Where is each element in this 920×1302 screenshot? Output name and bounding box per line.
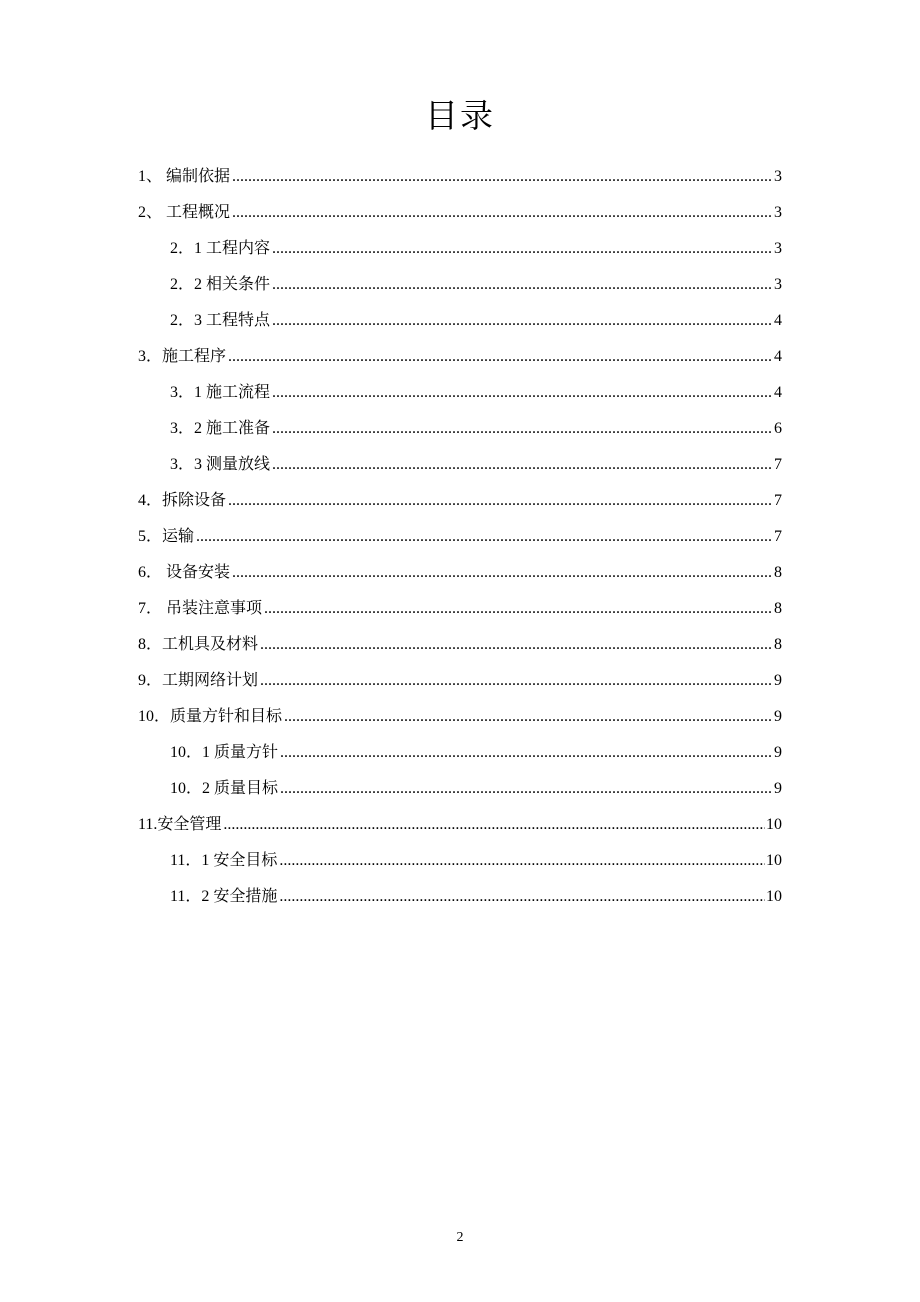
toc-dot-leader (232, 159, 773, 195)
toc-entry-page: 10 (766, 888, 782, 905)
toc-entry[interactable] (138, 483, 782, 519)
toc-entry-page: 8 (774, 600, 782, 617)
toc-entry-page: 9 (774, 708, 782, 725)
toc-entry-page: 3 (774, 168, 782, 185)
toc-entry[interactable] (138, 519, 782, 555)
toc-entry-label: 9．工期网络计划 (138, 672, 259, 689)
toc-entry-label: 10．质量方针和目标 (138, 708, 283, 725)
toc-entry-page: 9 (774, 672, 782, 689)
toc-entry[interactable] (138, 339, 782, 375)
toc-dot-leader (232, 195, 773, 231)
table-of-contents (138, 159, 782, 915)
toc-entry-label: 4．拆除设备 (138, 492, 227, 509)
toc-entry[interactable] (138, 591, 782, 627)
toc-entry[interactable] (138, 159, 782, 195)
toc-dot-leader (279, 879, 765, 915)
toc-entry-label: 2．1 工程内容 (170, 240, 271, 257)
toc-entry-label: 10．1 质量方针 (170, 744, 279, 761)
toc-entry-label: 3．2 施工准备 (170, 420, 271, 437)
toc-entry-page: 8 (774, 564, 782, 581)
toc-dot-leader (280, 735, 773, 771)
toc-entry-page: 3 (774, 204, 782, 221)
toc-entry-page: 10 (766, 816, 782, 833)
toc-entry-page: 4 (774, 312, 782, 329)
toc-entry[interactable] (138, 879, 782, 915)
toc-dot-leader (272, 447, 773, 483)
toc-entry-page: 7 (774, 492, 782, 509)
toc-entry[interactable] (138, 555, 782, 591)
toc-entry[interactable] (138, 447, 782, 483)
toc-dot-leader (284, 699, 773, 735)
toc-entry[interactable] (138, 411, 782, 447)
toc-entry-label: 2．3 工程特点 (170, 312, 271, 329)
toc-dot-leader (272, 411, 773, 447)
toc-entry-page: 3 (774, 276, 782, 293)
toc-entry-page: 9 (774, 744, 782, 761)
toc-entry[interactable] (138, 303, 782, 339)
toc-entry-label: 1、 编制依据 (138, 168, 231, 185)
toc-entry[interactable] (138, 843, 782, 879)
toc-entry-page: 4 (774, 348, 782, 365)
toc-entry-label: 3．1 施工流程 (170, 384, 271, 401)
toc-entry-label: 8．工机具及材料 (138, 636, 259, 653)
toc-entry[interactable] (138, 771, 782, 807)
toc-entry[interactable] (138, 231, 782, 267)
toc-entry-label: 2．2 相关条件 (170, 276, 271, 293)
toc-entry-page: 9 (774, 780, 782, 797)
toc-entry-label: 3．施工程序 (138, 348, 227, 365)
toc-entry[interactable] (138, 195, 782, 231)
toc-dot-leader (260, 627, 773, 663)
toc-entry[interactable] (138, 699, 782, 735)
toc-entry[interactable] (138, 627, 782, 663)
page-title: 目录 (425, 99, 495, 135)
toc-entry[interactable] (138, 807, 782, 843)
toc-entry-page: 3 (774, 240, 782, 257)
toc-dot-leader (228, 339, 773, 375)
toc-entry[interactable] (138, 267, 782, 303)
toc-entry-page: 4 (774, 384, 782, 401)
toc-entry-label: 2、 工程概况 (138, 204, 231, 221)
toc-entry-label: 10．2 质量目标 (170, 780, 279, 797)
toc-entry-page: 8 (774, 636, 782, 653)
toc-entry-page: 6 (774, 420, 782, 437)
toc-entry-label: 11.安全管理 (138, 816, 222, 833)
toc-entry-label: 7． 吊装注意事项 (138, 600, 263, 617)
toc-entry-page: 7 (774, 456, 782, 473)
toc-entry-page: 7 (774, 528, 782, 545)
toc-dot-leader (228, 483, 773, 519)
toc-dot-leader (260, 663, 773, 699)
toc-dot-leader (272, 267, 773, 303)
toc-entry-label: 11．2 安全措施 (170, 888, 278, 905)
toc-entry[interactable] (138, 735, 782, 771)
toc-entry-label: 6． 设备安装 (138, 564, 231, 581)
toc-dot-leader (272, 303, 773, 339)
toc-entry[interactable] (138, 663, 782, 699)
toc-entry-label: 3．3 测量放线 (170, 456, 271, 473)
toc-dot-leader (279, 843, 765, 879)
toc-entry-label: 11．1 安全目标 (170, 852, 278, 869)
toc-dot-leader (272, 375, 773, 411)
page-number: 2 (456, 1230, 464, 1245)
toc-dot-leader (223, 807, 765, 843)
toc-entry[interactable] (138, 375, 782, 411)
toc-entry-page: 10 (766, 852, 782, 869)
toc-dot-leader (196, 519, 773, 555)
toc-dot-leader (272, 231, 773, 267)
toc-dot-leader (264, 591, 773, 627)
toc-entry-label: 5．运输 (138, 528, 195, 545)
toc-dot-leader (280, 771, 773, 807)
toc-dot-leader (232, 555, 773, 591)
